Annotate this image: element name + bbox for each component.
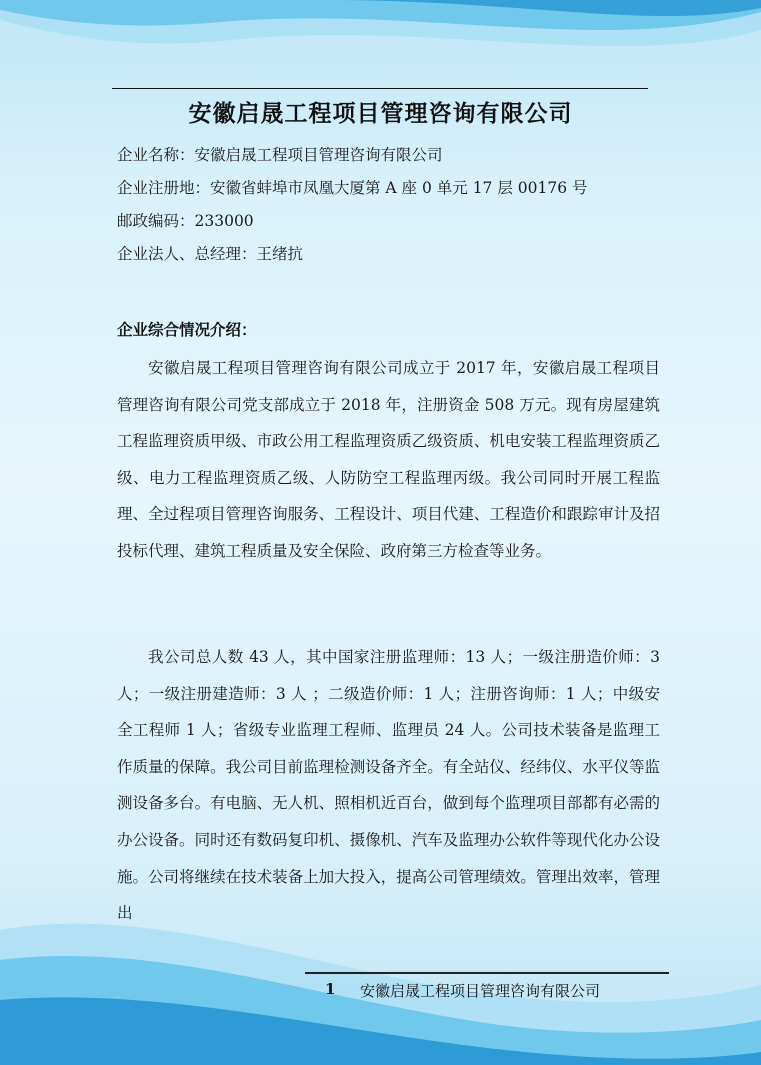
document-title: 安徽启晟工程项目管理咨询有限公司 <box>188 101 573 127</box>
header-rule <box>112 88 648 89</box>
registered-address-line: 企业注册地：安徽省蚌埠市凤凰大厦第 A 座 0 单元 17 层 00176 号 <box>117 179 588 197</box>
postal-code-line: 邮政编码：233000 <box>117 212 254 230</box>
company-name-line: 企业名称：安徽启晟工程项目管理咨询有限公司 <box>117 146 443 164</box>
legal-representative-line: 企业法人、总经理：王绪抗 <box>117 245 304 263</box>
paragraph-staff-equipment: 我公司总人数 43 人，其中国家注册监理师：13 人；一级注册造价师：3 人；一级注册建造师：3 人 ；二级造价师：1 人；注册咨询师：1 人；中级安全工程师 1 人；省级专业监理工程师、监理员 24 人。公司技术装备是监理工作质量的保障。我公司目前监理检测设备齐全。有全站仪、经纬仪、水平仪等监测设备多台。有电脑、无人机、照相机近百台，做到每个监理项目部都有必需的办公设备。同时还有数码复印机、摄像机、汽车及监理办公软件等现代化办公设施。公司将继续在技术装备上加大投入，提高公司管理绩效。管理出效率，管理出 <box>117 648 660 923</box>
footer-company-name: 安徽启晟工程项目管理咨询有限公司 <box>360 982 601 1000</box>
footer-page-number: 1 <box>325 980 336 998</box>
footer-rule <box>305 972 669 974</box>
company-info-block <box>117 143 677 275</box>
paragraph-company-overview: 安徽启晟工程项目管理咨询有限公司成立于 2017 年，安徽启晟工程项目管理咨询有限公司党支部成立于 2018 年，注册资金 508 万元。现有房屋建筑工程监理资质甲级、市政公用工程监理资质乙级资质、机电安装工程监理资质乙级、电力工程监理资质乙级、人防防空工程监理丙级。我公司同时开展工程监理、全过程项目管理咨询服务、工程设计、项目代建、工程造价和跟踪审计及招投标代理、建筑工程质量及安全保险、政府第三方检查等业务。 <box>117 359 660 560</box>
section-heading: 企业综合情况介绍： <box>117 321 257 339</box>
